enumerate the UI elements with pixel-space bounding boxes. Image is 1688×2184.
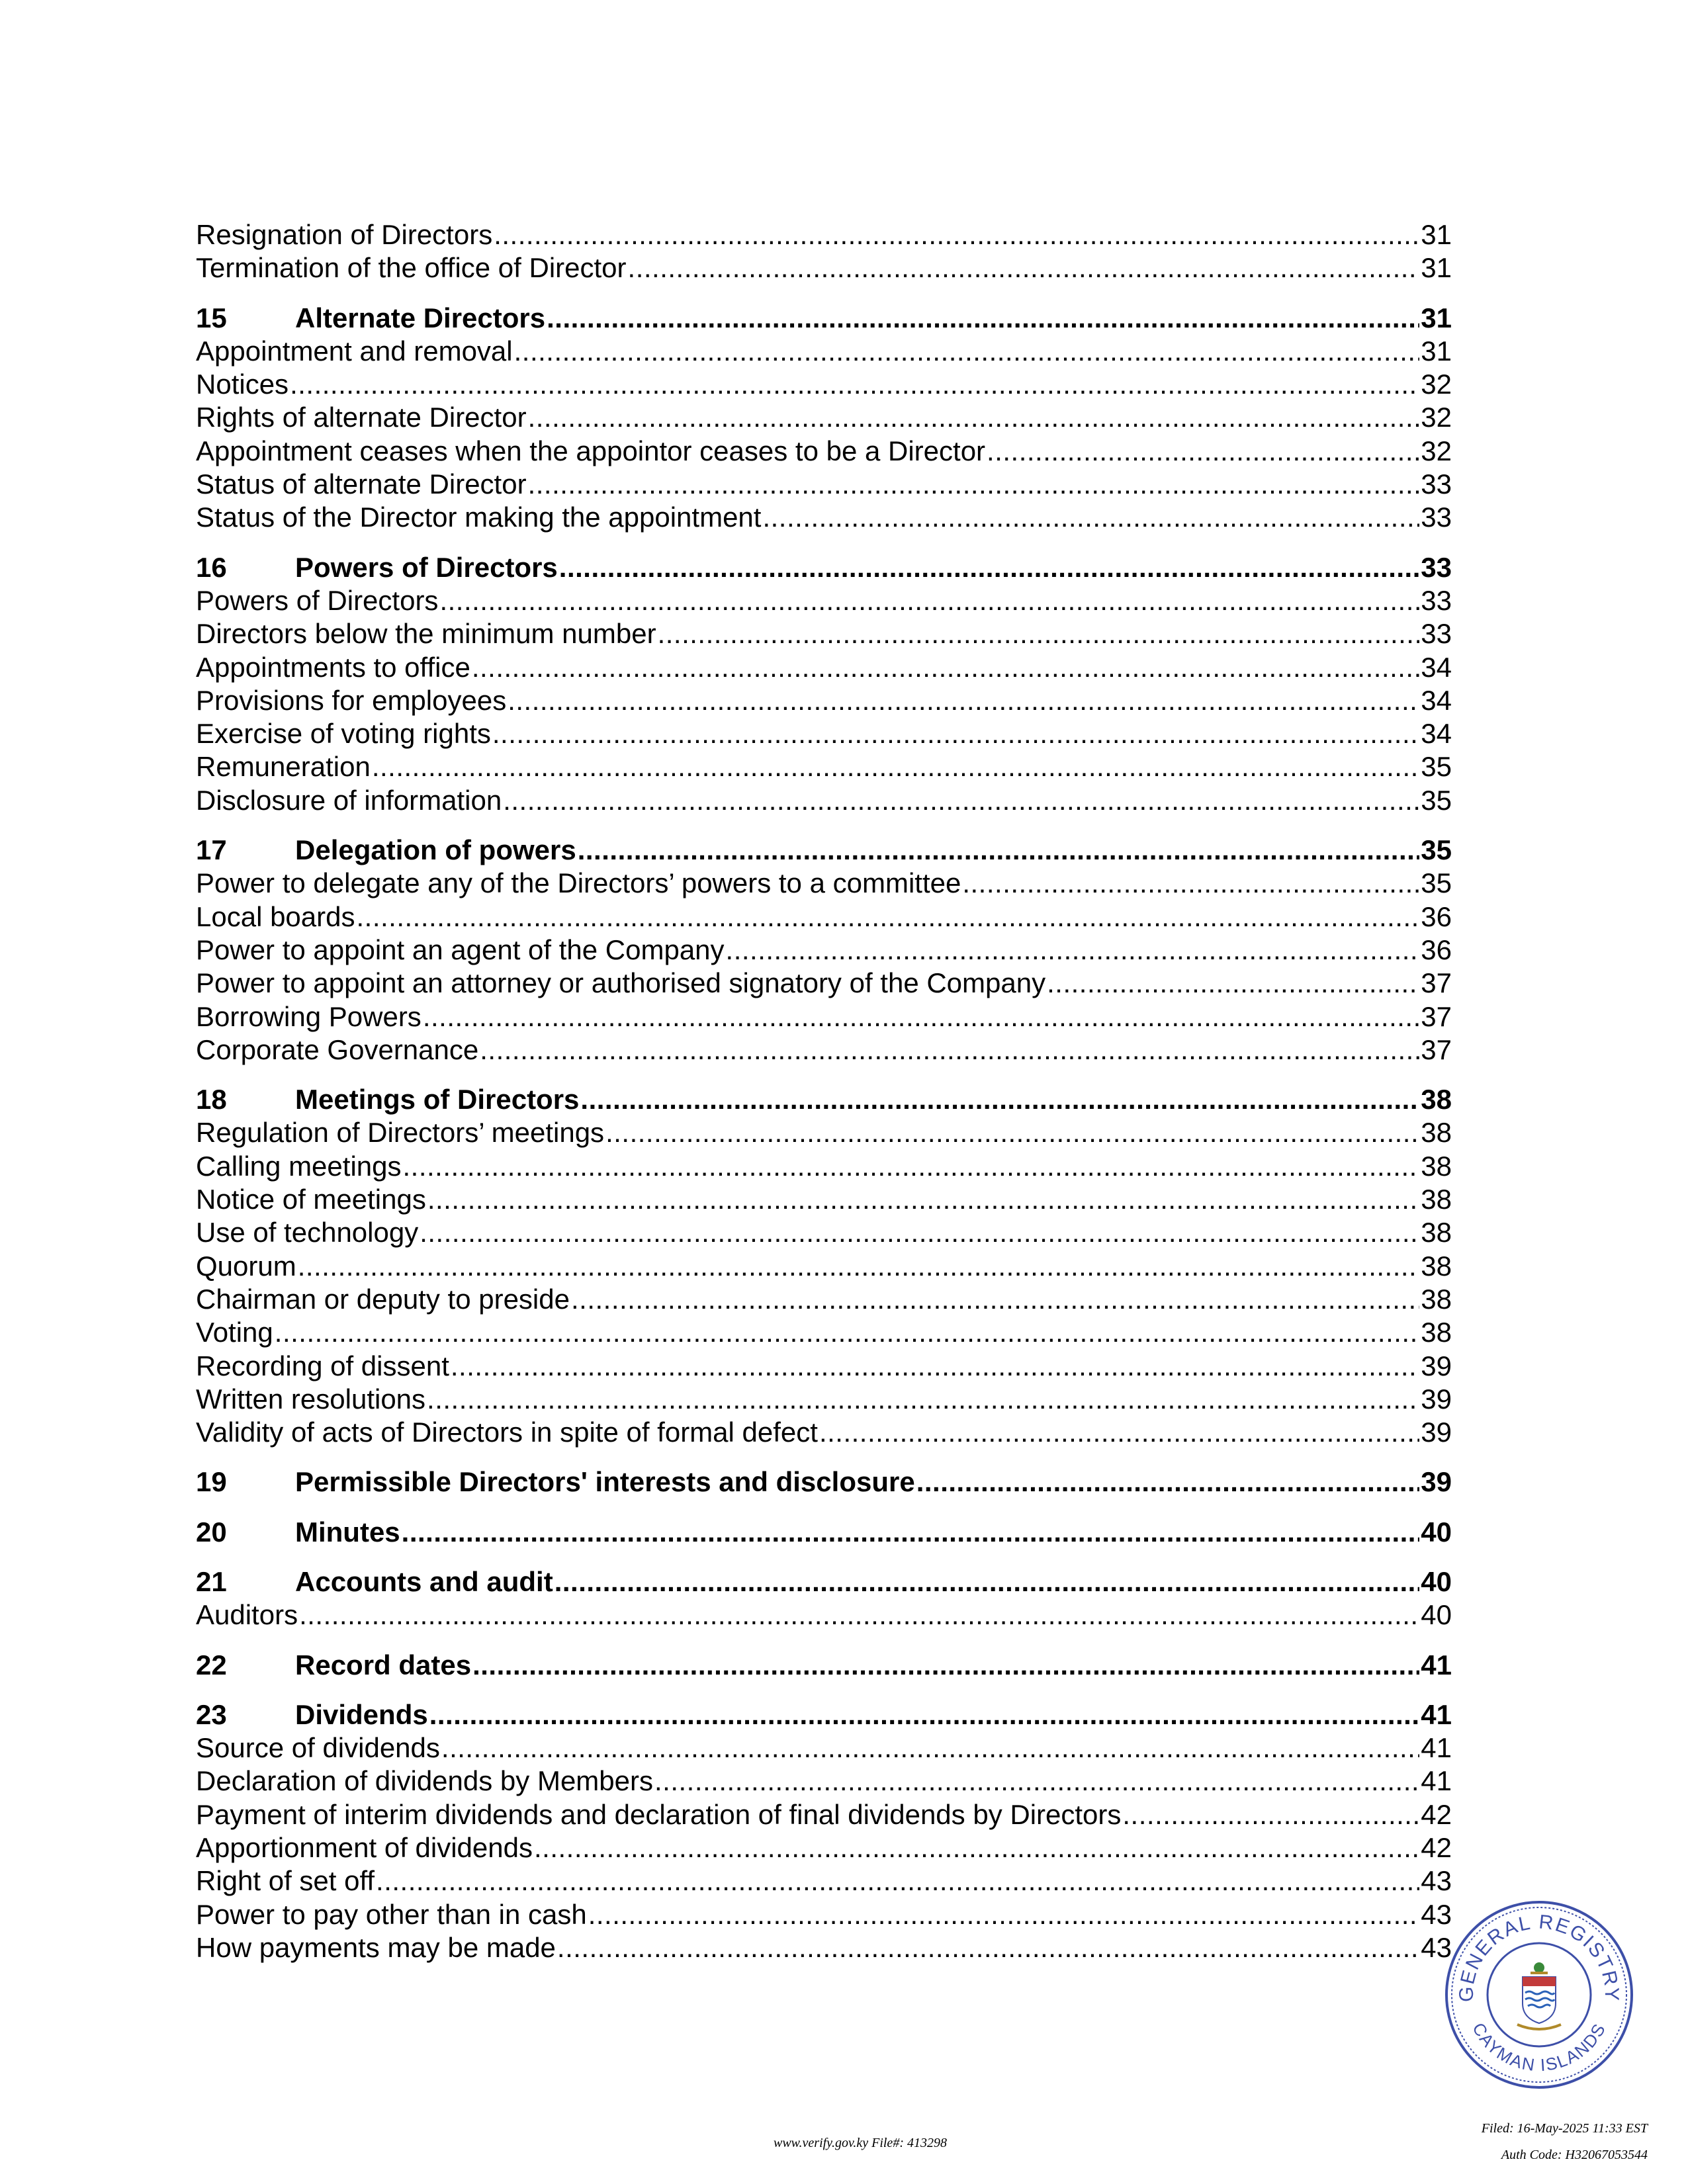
toc-entry-title: Power to appoint an agent of the Company [196,934,725,965]
toc-leader-dots [605,1116,1419,1149]
toc-page-number: 36 [1421,900,1452,932]
toc-entry-title: Delegation of powers [295,834,576,866]
toc-entry-title: Disclosure of information [196,784,502,816]
toc-entry-title: Power to appoint an attorney or authorised signatory of the Company [196,967,1046,999]
toc-section-number: 21 [196,1565,227,1597]
toc-section-number: 22 [196,1649,227,1681]
toc-page-number: 38 [1421,1084,1452,1115]
toc-leader-dots [427,1383,1419,1416]
toc-entry[interactable] [196,401,1452,434]
toc-entry-title: Validity of acts of Directors in spite of formal defect [196,1417,818,1448]
toc-leader-dots [580,1083,1419,1116]
toc-entry[interactable] [196,651,1452,684]
toc-entry[interactable] [196,1898,1452,1931]
toc-entry-title: Directors below the minimum number [196,618,656,650]
toc-page-number: 42 [1421,1798,1452,1830]
toc-leader-dots [372,750,1419,783]
toc-section-entry[interactable] [196,834,1452,867]
toc-entry[interactable] [196,1931,1452,1964]
toc-leader-dots [290,368,1419,401]
toc-leader-dots [472,651,1419,684]
toc-section-number: 15 [196,302,227,333]
toc-page-number: 40 [1421,1599,1452,1631]
toc-entry-title: Rights of alternate Director [196,402,527,433]
toc-page-number: 35 [1421,867,1452,899]
toc-page-number: 41 [1421,1698,1452,1730]
toc-page-number: 32 [1421,369,1452,400]
toc-entry[interactable] [196,1316,1452,1349]
toc-leader-dots [1122,1798,1419,1831]
toc-entry[interactable] [196,684,1452,717]
general-registry-seal [1443,1899,1635,2091]
toc-leader-dots [559,551,1419,584]
toc-leader-dots [514,335,1420,368]
toc-entry[interactable] [196,617,1452,650]
toc-leader-dots [508,684,1419,717]
toc-page-number: 36 [1421,934,1452,965]
toc-entry-title: Declaration of dividends by Members [196,1765,653,1797]
toc-page-number: 39 [1421,1383,1452,1415]
toc-entry[interactable] [196,1283,1452,1316]
toc-leader-dots [557,1931,1419,1964]
toc-section-entry[interactable] [196,1649,1452,1682]
toc-entry-title: Borrowing Powers [196,1000,422,1032]
toc-entry[interactable] [196,1150,1452,1183]
toc-page-number: 40 [1421,1565,1452,1597]
toc-entry[interactable] [196,1864,1452,1898]
toc-page-number: 35 [1421,834,1452,866]
toc-page-number: 33 [1421,551,1452,583]
toc-page-number: 42 [1421,1832,1452,1864]
toc-entry-title: Dividends [295,1698,428,1730]
toc-section-entry[interactable] [196,302,1452,335]
toc-entry-title: Calling meetings [196,1150,402,1182]
toc-entry-title: Quorum [196,1250,296,1282]
toc-entry[interactable] [196,1731,1452,1765]
toc-entry-title: Alternate Directors [295,302,546,333]
toc-entry-title: Payment of interim dividends and declaration of final dividends by Directors [196,1798,1122,1830]
toc-entry-title: Appointment ceases when the appointor ceases to be a Director [196,435,986,466]
toc-leader-dots [547,302,1419,335]
toc-leader-dots [987,435,1419,468]
toc-entry-title: Powers of Directors [295,551,558,583]
seal-top-text: GENERAL REGISTRY [1455,1911,1623,2003]
toc-entry-title: Source of dividends [196,1732,440,1764]
toc-page-number: 33 [1421,618,1452,650]
toc-page-number: 41 [1421,1732,1452,1764]
coat-of-arms-icon [1517,1962,1561,2029]
toc-entry[interactable] [196,1765,1452,1798]
toc-leader-dots [503,784,1419,817]
toc-leader-dots [916,1465,1420,1499]
toc-leader-dots [298,1250,1420,1283]
toc-page-number: 33 [1421,502,1452,533]
toc-page-number: 33 [1421,584,1452,616]
toc-page-number: 38 [1421,1184,1452,1215]
toc-entry-title: Appointment and removal [196,335,513,367]
toc-entry[interactable] [196,784,1452,817]
toc-entry-title: Accounts and audit [295,1565,553,1597]
toc-leader-dots [962,867,1419,900]
toc-entry-title: Power to pay other than in cash [196,1898,587,1930]
toc-entry-title: Status of alternate Director [196,468,527,500]
toc-leader-dots [429,1698,1420,1731]
toc-leader-dots [299,1598,1419,1632]
toc-entry-title: Right of set off [196,1865,375,1897]
toc-leader-dots [819,1416,1419,1449]
toc-leader-dots [357,900,1420,934]
toc-entry[interactable] [196,1116,1452,1149]
toc-entry[interactable] [196,1598,1452,1632]
toc-page-number: 38 [1421,1250,1452,1282]
toc-entry-title: Permissible Directors' interests and disclosure [295,1466,915,1498]
toc-leader-dots [423,1000,1419,1033]
toc-entry-title: Notice of meetings [196,1184,426,1215]
toc-leader-dots [534,1831,1419,1864]
toc-entry-title: Remuneration [196,751,371,783]
toc-leader-dots [658,617,1420,650]
toc-page-number: 31 [1421,302,1452,333]
toc-entry-title: Recording of dissent [196,1350,449,1381]
toc-entry-title: Minutes [295,1516,400,1548]
toc-entry[interactable] [196,717,1452,750]
toc-page-number: 37 [1421,1033,1452,1065]
toc-leader-dots [1047,967,1419,1000]
toc-leader-dots [420,1216,1419,1249]
toc-entry-title: Resignation of Directors [196,219,493,250]
toc-page-number: 41 [1421,1649,1452,1681]
toc-entry[interactable] [196,1831,1452,1864]
toc-leader-dots [472,1649,1419,1682]
toc-leader-dots [402,1516,1420,1549]
toc-entry[interactable] [196,1383,1452,1416]
seal-bottom-text: CAYMAN ISLANDS [1468,2019,1610,2075]
toc-leader-dots [441,1731,1419,1765]
toc-entry-title: Meetings of Directors [295,1084,580,1115]
toc-leader-dots [588,1898,1420,1931]
toc-leader-dots [403,1150,1420,1183]
toc-entry-title: Apportionment of dividends [196,1832,533,1864]
toc-leader-dots [628,251,1420,284]
toc-page-number: 38 [1421,1117,1452,1149]
toc-page-number: 33 [1421,468,1452,500]
toc-section-entry[interactable] [196,1516,1452,1549]
toc-entry[interactable] [196,584,1452,617]
toc-leader-dots [528,401,1420,434]
toc-page-number: 38 [1421,1317,1452,1348]
toc-entry[interactable] [196,967,1452,1000]
toc-page-number: 37 [1421,1000,1452,1032]
toc-entry[interactable] [196,1000,1452,1033]
toc-page-number: 39 [1421,1350,1452,1381]
toc-leader-dots [654,1765,1419,1798]
toc-entry[interactable] [196,218,1452,251]
toc-entry-title: Power to delegate any of the Directors’ powers to a committee [196,867,961,899]
toc-section-number: 16 [196,551,227,583]
toc-entry[interactable] [196,501,1452,534]
toc-leader-dots [726,934,1420,967]
toc-page-number: 31 [1421,335,1452,367]
toc-entry-title: Record dates [295,1649,472,1681]
toc-page-number: 32 [1421,402,1452,433]
toc-section-entry[interactable] [196,1565,1452,1598]
filing-info [1436,2115,1648,2168]
toc-page-number: 34 [1421,684,1452,716]
toc-leader-dots [578,834,1420,867]
file-reference: www.verify.gov.ky File#: 413298 [774,2136,947,2150]
toc-section-entry[interactable] [196,551,1452,584]
toc-page-number: 43 [1421,1898,1452,1930]
toc-section-number: 18 [196,1084,227,1115]
toc-section-entry[interactable] [196,1083,1452,1116]
toc-entry[interactable] [196,1416,1452,1449]
toc-section-number: 19 [196,1466,227,1498]
toc-page-number: 35 [1421,784,1452,816]
toc-entry-title: Termination of the office of Director [196,252,627,284]
toc-leader-dots [571,1283,1419,1316]
toc-leader-dots [376,1864,1419,1898]
toc-page-number: 39 [1421,1417,1452,1448]
toc-page-number: 35 [1421,751,1452,783]
toc-leader-dots [275,1316,1420,1349]
toc-leader-dots [480,1033,1419,1067]
toc-entry-title: Corporate Governance [196,1033,479,1065]
toc-entry-title: Written resolutions [196,1383,426,1415]
toc-entry[interactable] [196,934,1452,967]
toc-page-number: 31 [1421,219,1452,250]
toc-section-entry[interactable] [196,1465,1452,1499]
toc-leader-dots [451,1350,1419,1383]
toc-entry[interactable] [196,1250,1452,1283]
toc-page-number: 39 [1421,1466,1452,1498]
toc-entry-title: Local boards [196,900,355,932]
toc-entry-title: Voting [196,1317,273,1348]
toc-entry-title: Notices [196,369,289,400]
toc-entry-title: Auditors [196,1599,298,1631]
toc-section-number: 17 [196,834,227,866]
toc-entry[interactable] [196,867,1452,900]
toc-entry[interactable] [196,1033,1452,1067]
toc-entry-title: Use of technology [196,1217,419,1248]
toc-entry[interactable] [196,1216,1452,1249]
toc-page-number: 43 [1421,1931,1452,1963]
toc-page-number: 38 [1421,1217,1452,1248]
toc-entry[interactable] [196,1350,1452,1383]
toc-entry-title: How payments may be made [196,1931,556,1963]
toc-section-number: 20 [196,1516,227,1548]
toc-entry-title: Powers of Directors [196,584,439,616]
toc-leader-dots [762,501,1419,534]
toc-page-number: 41 [1421,1765,1452,1797]
toc-entry-title: Provisions for employees [196,684,507,716]
toc-page-number: 38 [1421,1150,1452,1182]
toc-page-number: 43 [1421,1865,1452,1897]
toc-entry-title: Chairman or deputy to preside [196,1283,570,1315]
toc-page-number: 37 [1421,967,1452,999]
filed-date: Filed: 16-May-2025 11:33 EST [1481,2121,1648,2136]
toc-leader-dots [555,1565,1420,1598]
toc-leader-dots [494,218,1419,251]
toc-entry[interactable] [196,335,1452,368]
auth-code: Auth Code: H32067053544 [1501,2148,1648,2162]
toc-leader-dots [439,584,1419,617]
toc-section-number: 23 [196,1698,227,1730]
toc-entry-title: Status of the Director making the appointment [196,502,762,533]
toc-leader-dots [528,468,1420,501]
toc-section-entry[interactable] [196,1698,1452,1731]
toc-page-number: 38 [1421,1283,1452,1315]
toc-entry[interactable] [196,251,1452,284]
toc-entry[interactable] [196,368,1452,401]
toc-page-number: 34 [1421,651,1452,683]
table-of-contents [196,218,1452,1964]
toc-entry[interactable] [196,468,1452,501]
toc-leader-dots [492,717,1419,750]
toc-page-number: 32 [1421,435,1452,466]
toc-entry[interactable] [196,435,1452,468]
toc-entry[interactable] [196,1183,1452,1216]
toc-entry-title: Appointments to office [196,651,470,683]
toc-entry-title: Exercise of voting rights [196,718,491,750]
toc-entry[interactable] [196,900,1452,934]
toc-entry-title: Regulation of Directors’ meetings [196,1117,605,1149]
toc-page-number: 31 [1421,252,1452,284]
toc-page-number: 40 [1421,1516,1452,1548]
toc-entry[interactable] [196,750,1452,783]
toc-page-number: 34 [1421,718,1452,750]
toc-entry[interactable] [196,1798,1452,1831]
toc-leader-dots [427,1183,1419,1216]
